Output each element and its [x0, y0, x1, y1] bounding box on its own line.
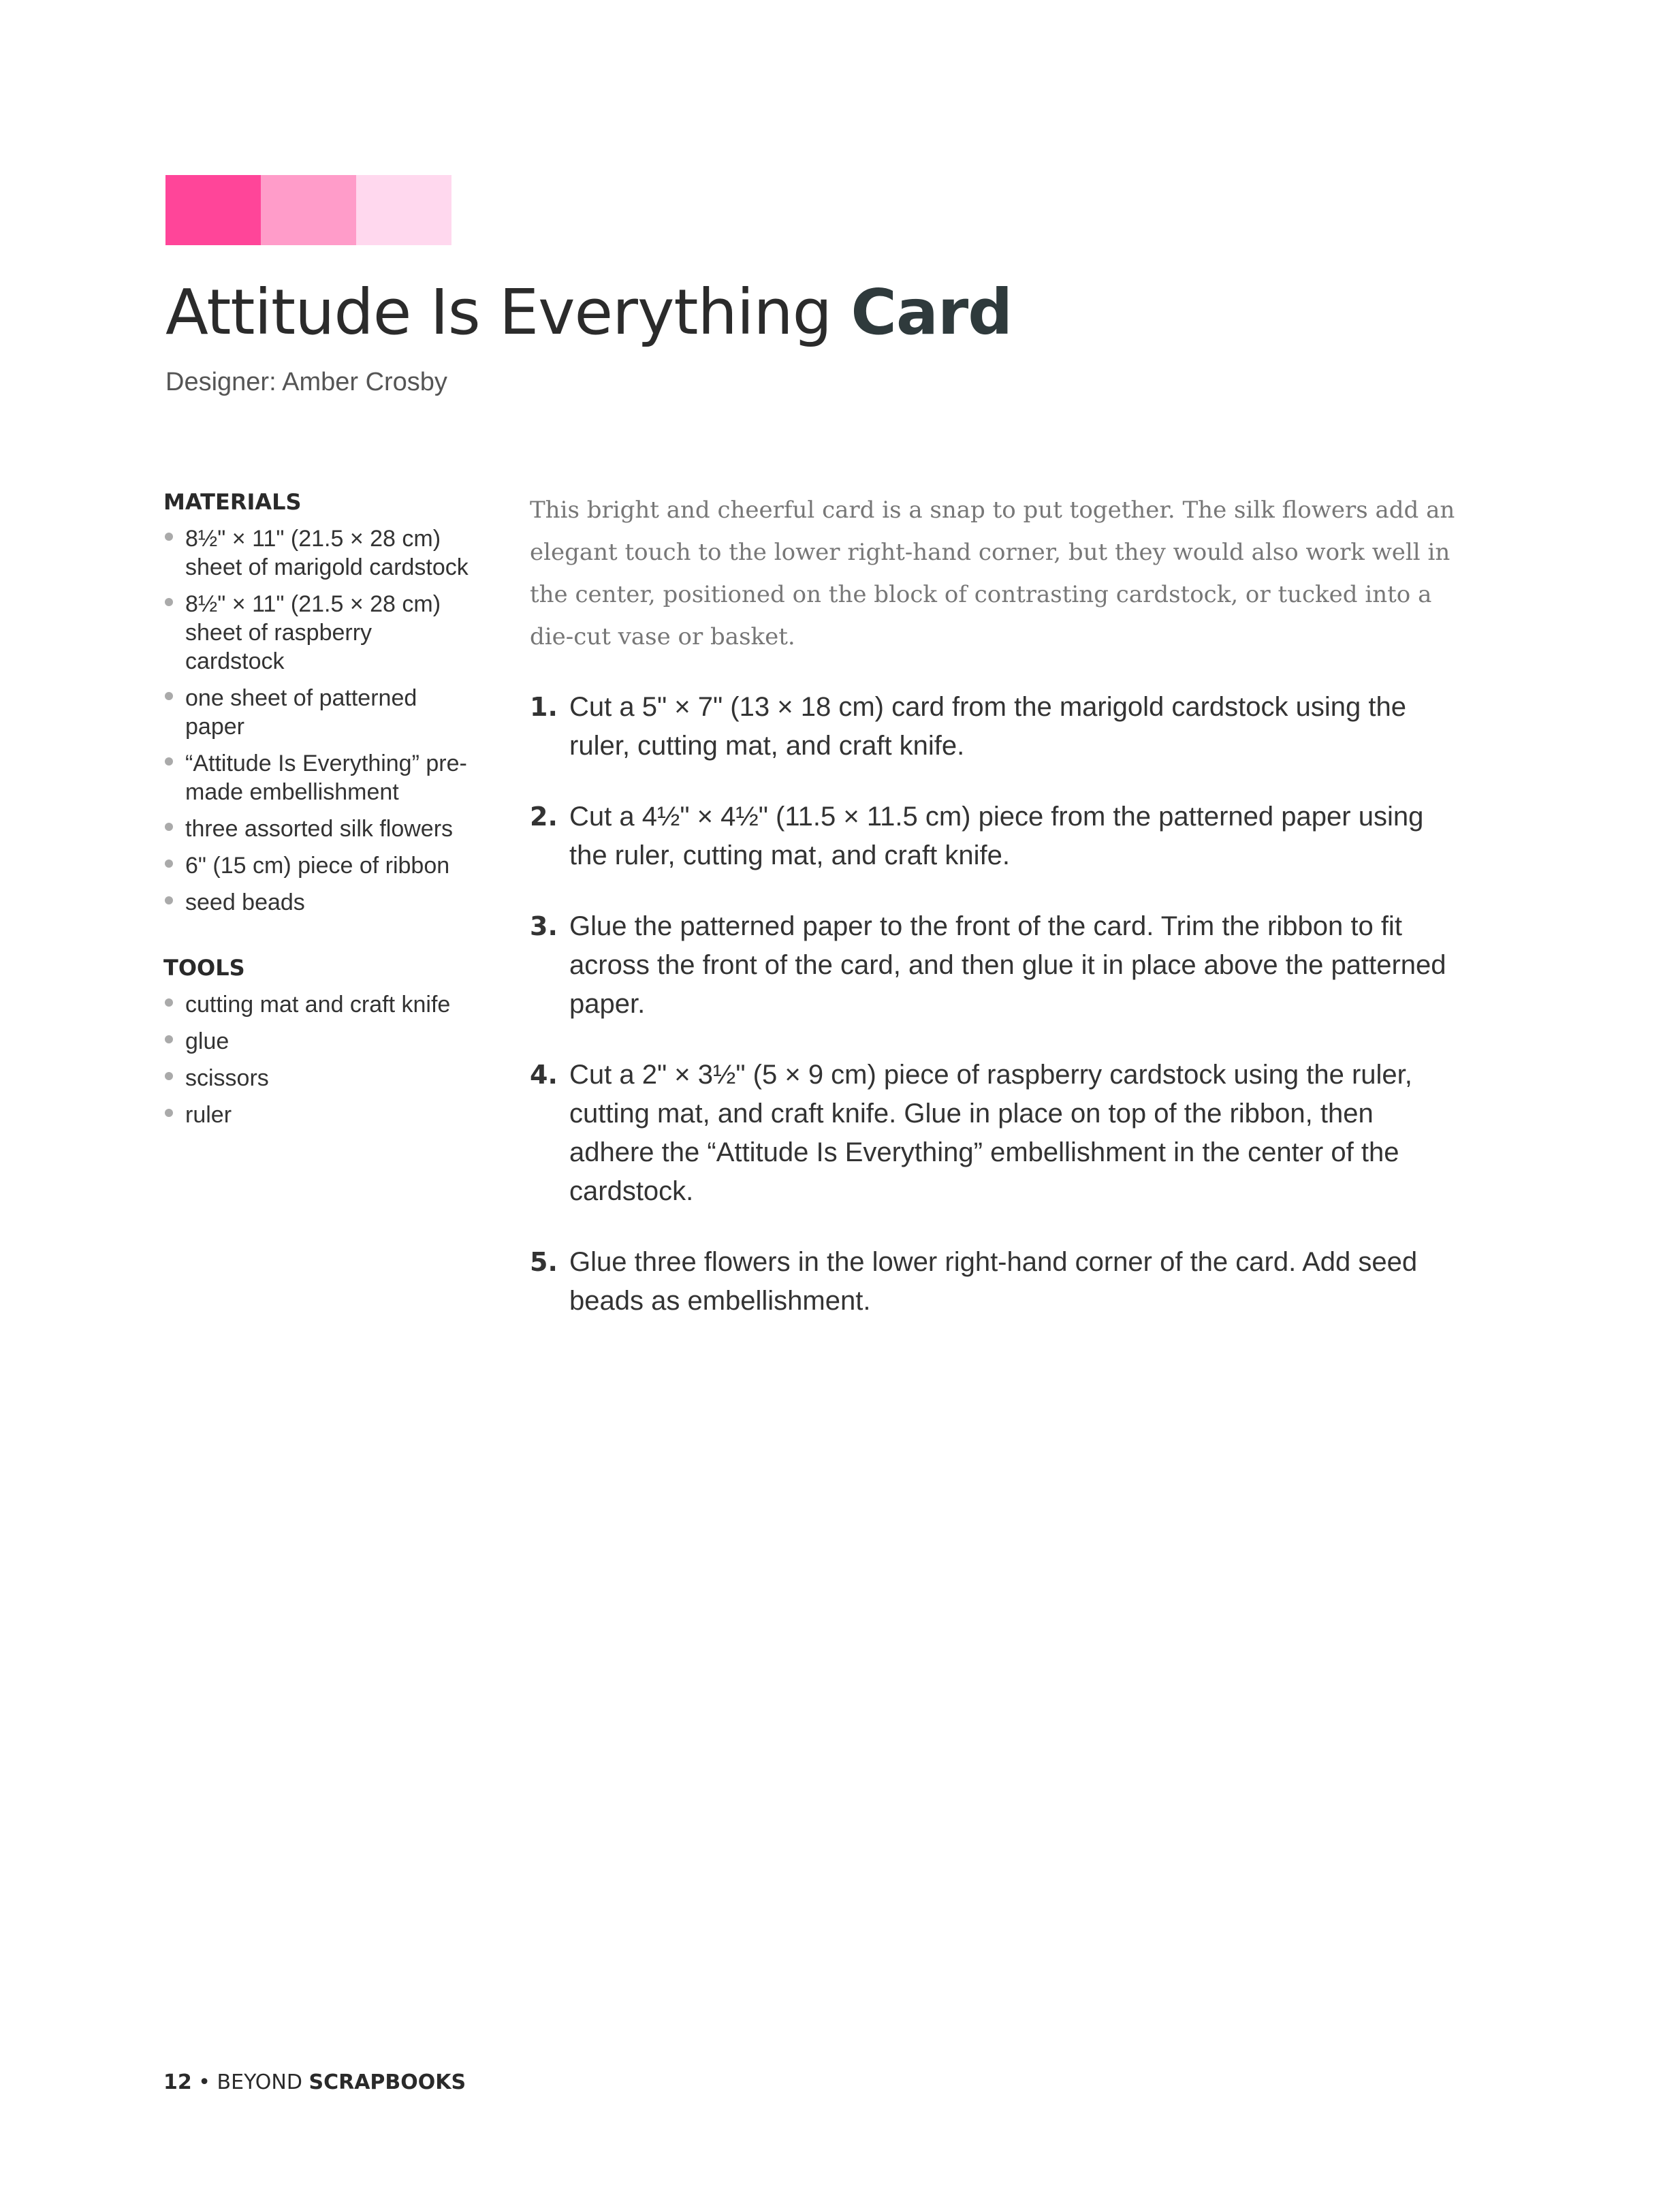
swatch-light-pink — [356, 175, 451, 245]
bullet-icon — [165, 598, 173, 606]
step — [530, 1243, 1463, 1321]
list-item-text: “Attitude Is Everything” pre-made embellishment — [185, 751, 467, 805]
tools-heading: TOOLS — [163, 955, 245, 981]
list-item-text: ruler — [185, 1102, 232, 1128]
instructions-column — [530, 489, 1463, 1353]
list-item — [163, 684, 477, 741]
bullet-icon — [165, 692, 173, 700]
step — [530, 688, 1463, 766]
bullet-icon — [165, 823, 173, 831]
step-number: 1. — [530, 692, 558, 722]
step — [530, 907, 1463, 1024]
bullet-icon — [165, 1035, 173, 1043]
designer-credit: Designer: Amber Crosby — [165, 368, 447, 396]
color-swatches — [165, 175, 451, 245]
step — [530, 798, 1463, 875]
list-item-text: cutting mat and craft knife — [185, 992, 451, 1018]
page-title — [165, 276, 1012, 349]
step-number: 5. — [530, 1247, 558, 1277]
bullet-icon — [165, 757, 173, 766]
intro-paragraph: This bright and cheerful card is a snap to put together. The silk flowers add an elegant touch to the lower right-hand corner, but they would also work well in the center, positioned on the block of contrasting cardstock, or tucked into a die-cut vase or basket. — [530, 496, 1455, 650]
list-item-text: glue — [185, 1028, 229, 1054]
list-item-text: one sheet of patterned paper — [185, 685, 417, 740]
list-item — [163, 1027, 477, 1056]
steps-list — [530, 688, 1463, 1321]
list-item — [163, 851, 477, 880]
list-item — [163, 815, 477, 843]
step-text: Glue three flowers in the lower right-hand corner of the card. Add seed beads as embellishment. — [569, 1247, 1418, 1316]
step-text: Cut a 2" × 3½" (5 × 9 cm) piece of raspberry cardstock using the ruler, cutting mat, and craft knife. Glue in place on top of the ribbon, then adhere the “Attitude Is Everything” embellishment in the center of the cardstock. — [569, 1060, 1412, 1206]
list-item — [163, 1101, 477, 1129]
list-item-text: 6" (15 cm) piece of ribbon — [185, 853, 450, 879]
materials-list — [163, 524, 477, 917]
step — [530, 1056, 1463, 1211]
swatch-medium-pink — [261, 175, 356, 245]
list-item — [163, 888, 477, 917]
list-item-text: 8½" × 11" (21.5 × 28 cm) sheet of marigold cardstock — [185, 526, 469, 580]
footer-bullet: • — [198, 2070, 210, 2094]
title-bold: Card — [851, 276, 1013, 349]
step-number: 3. — [530, 911, 558, 941]
list-item-text: seed beads — [185, 889, 305, 915]
page-footer — [163, 2070, 466, 2094]
swatch-dark-pink — [165, 175, 261, 245]
list-item — [163, 524, 477, 582]
bullet-icon — [165, 533, 173, 541]
page-number: 12 — [163, 2070, 192, 2094]
bullet-icon — [165, 1109, 173, 1117]
step-number: 2. — [530, 802, 558, 832]
list-item — [163, 749, 477, 806]
bullet-icon — [165, 998, 173, 1007]
bullet-icon — [165, 860, 173, 868]
list-item-text: three assorted silk flowers — [185, 816, 454, 842]
title-main: Attitude Is Everything — [165, 276, 832, 349]
step-text: Cut a 4½" × 4½" (11.5 × 11.5 cm) piece from the patterned paper using the ruler, cutting mat, and craft knife. — [569, 802, 1424, 870]
step-text: Glue the patterned paper to the front of the card. Trim the ribbon to fit across the front of the card, and then glue it in place above the patterned paper. — [569, 911, 1446, 1019]
tools-list — [163, 990, 477, 1129]
step-number: 4. — [530, 1060, 558, 1090]
materials-heading: MATERIALS — [163, 489, 302, 515]
list-item — [163, 590, 477, 676]
supplies-column — [163, 489, 477, 1167]
bullet-icon — [165, 896, 173, 904]
list-item — [163, 990, 477, 1019]
list-item-text: 8½" × 11" (21.5 × 28 cm) sheet of raspberry cardstock — [185, 591, 441, 674]
step-text: Cut a 5" × 7" (13 × 18 cm) card from the marigold cardstock using the ruler, cutting mat, and craft knife. — [569, 692, 1406, 761]
book-title-light: BEYOND — [217, 2070, 302, 2094]
list-item-text: scissors — [185, 1065, 269, 1091]
bullet-icon — [165, 1072, 173, 1080]
book-title-bold: SCRAPBOOKS — [308, 2070, 466, 2094]
list-item — [163, 1064, 477, 1092]
